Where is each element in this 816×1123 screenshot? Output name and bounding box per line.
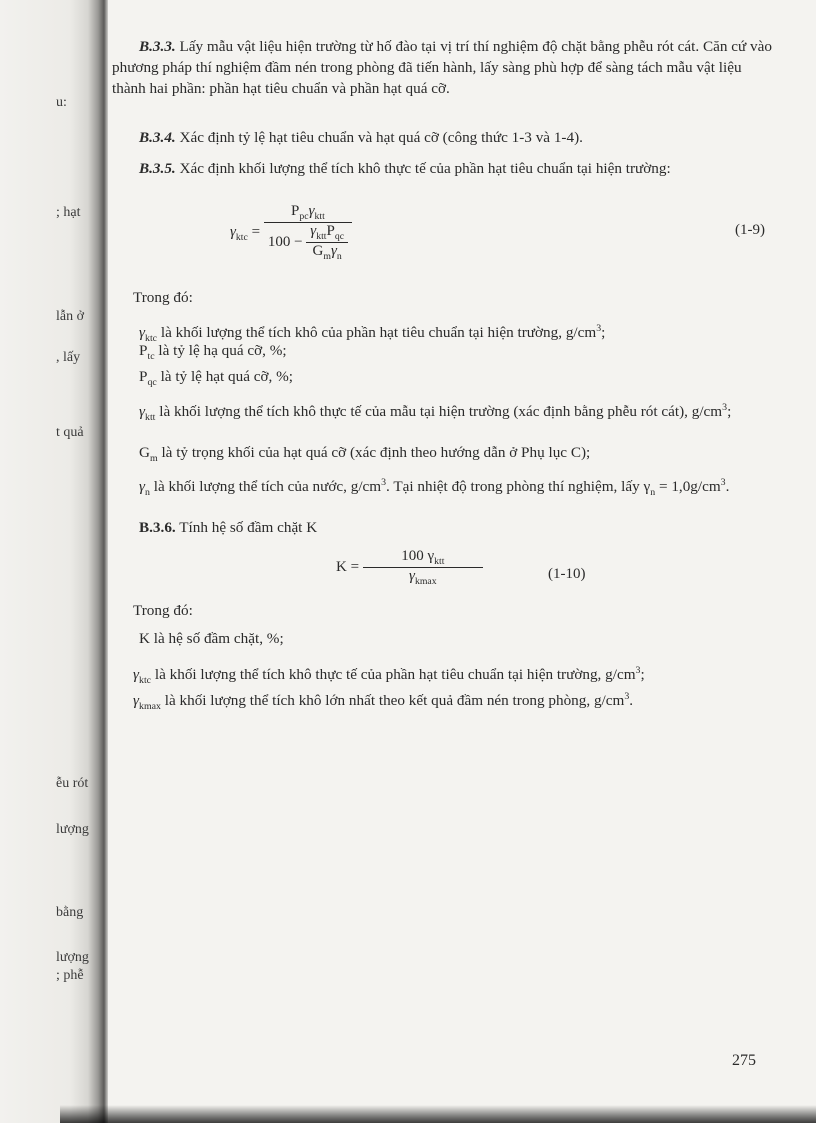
margin-fragment: ; phễ bbox=[56, 968, 84, 983]
definition-item: K là hệ số đầm chặt, %; bbox=[139, 630, 284, 647]
paragraph-text: Tính hệ số đầm chặt K bbox=[179, 519, 318, 536]
equation-number: (1-9) bbox=[735, 222, 765, 238]
section-label: B.3.5. bbox=[139, 160, 176, 177]
margin-fragment: t quả bbox=[56, 425, 84, 440]
page-number: 275 bbox=[732, 1052, 756, 1069]
definition-item: $P_{tc}$ là tỷ lệ hạ quá cỡ, %; bbox=[139, 342, 287, 363]
margin-fragment: ; hạt bbox=[56, 205, 81, 220]
definition-item: $\gamma_{ktc}$ là khối lượng thể tích khô thực tế của phần hạt tiêu chuẩn tại hiện trường, $g/cm^3$; bbox=[133, 665, 645, 687]
margin-fragment: , lấy bbox=[56, 350, 81, 365]
main-denominator: 100 − $\frac{\gamma_{ktt}P_{qc}}{G_m\gamma_n}$ bbox=[264, 223, 352, 262]
paragraph-b36 bbox=[112, 517, 772, 538]
definition-item: $G_m$ là tỷ trọng khối của hạt quá cỡ (xác định theo hướng dẫn ở Phụ lục C); bbox=[139, 444, 591, 465]
bottom-edge-shadow bbox=[60, 1105, 816, 1123]
margin-fragment: lượng bbox=[56, 950, 89, 965]
margin-fragment: lẫn ở bbox=[56, 309, 85, 324]
section-label: B.3.6. bbox=[139, 519, 176, 536]
inner-fraction: $\frac{\gamma_{ktt}P_{qc}}{G_m\gamma_n}$ bbox=[306, 223, 348, 262]
paragraph-text: Lấy mẫu vật liệu hiện trường từ hố đào tại vị trí thí nghiệm độ chặt bằng phễu rót cát. Căn cứ vào phương pháp thí nghiệm đầm nén trong phòng đã tiến hành, lấy sàng phù hợp để sàng tách mẫu vật liệu thành hai phần: phần hạt tiêu chuẩn và phần hạt quá cỡ. bbox=[112, 38, 772, 97]
paragraph-b34 bbox=[112, 127, 772, 148]
paragraph-b33 bbox=[112, 36, 772, 99]
formula-1-9: $\gamma_{ktc}$ = $P_{pc}\gamma_{ktt}$ 100 − $\frac{\gamma_{ktt}P_{qc}}{G_m\gamma_n}$ bbox=[230, 203, 352, 262]
paragraph-text: Xác định tỷ lệ hạt tiêu chuẩn và hạt quá cỡ (công thức 1-3 và 1-4). bbox=[179, 129, 583, 146]
k-fraction: $\frac{100 \gamma_{ktt}}{\gamma_{kmax}}$ bbox=[363, 548, 483, 587]
definition-item: $\gamma_{kmax}$ là khối lượng thể tích khô lớn nhất theo kết quả đầm nén trong phòng, $g/cm^3$. bbox=[133, 691, 634, 713]
paragraph-b35 bbox=[112, 158, 772, 179]
equation-number: (1-10) bbox=[548, 566, 586, 582]
definition-item: $\gamma_{ktt}$ là khối lượng thể tích khô thực tế của mẫu tại hiện trường (xác định bằng phễu rót cát), $g/cm^3$; bbox=[139, 402, 732, 424]
main-fraction bbox=[264, 203, 352, 262]
margin-fragment: lượng bbox=[56, 822, 89, 837]
where-title: Trong đó: bbox=[133, 602, 193, 619]
margin-fragment: u: bbox=[56, 95, 67, 110]
main-numerator: $P_{pc}\gamma_{ktt}$ bbox=[264, 203, 352, 223]
definition-item: $\gamma_{ktc}$ là khối lượng thể tích khô của phần hạt tiêu chuẩn tại hiện trường, $g/cm^3$; bbox=[139, 323, 606, 345]
margin-fragment: ễu rót bbox=[56, 776, 89, 791]
formula-1-10: K = $\frac{100 \gamma_{ktt}}{\gamma_{kmax}}$ bbox=[336, 548, 483, 587]
definition-item: $P_{qc}$ là tỷ lệ hạt quá cỡ, %; bbox=[139, 368, 294, 389]
definition-item: $\gamma_n$ là khối lượng thể tích của nước, $g/cm^3$. Tại nhiệt độ trong phòng thí nghiệm, lấy $\gamma_n = 1,0g/cm^3$. bbox=[139, 477, 730, 499]
section-label: B.3.3. bbox=[139, 38, 176, 55]
where-title: Trong đó: bbox=[133, 289, 193, 306]
margin-fragment: bằng bbox=[56, 905, 84, 920]
section-label: B.3.4. bbox=[139, 129, 176, 146]
paragraph-text: Xác định khối lượng thể tích khô thực tế của phần hạt tiêu chuẩn tại hiện trường: bbox=[179, 160, 671, 177]
